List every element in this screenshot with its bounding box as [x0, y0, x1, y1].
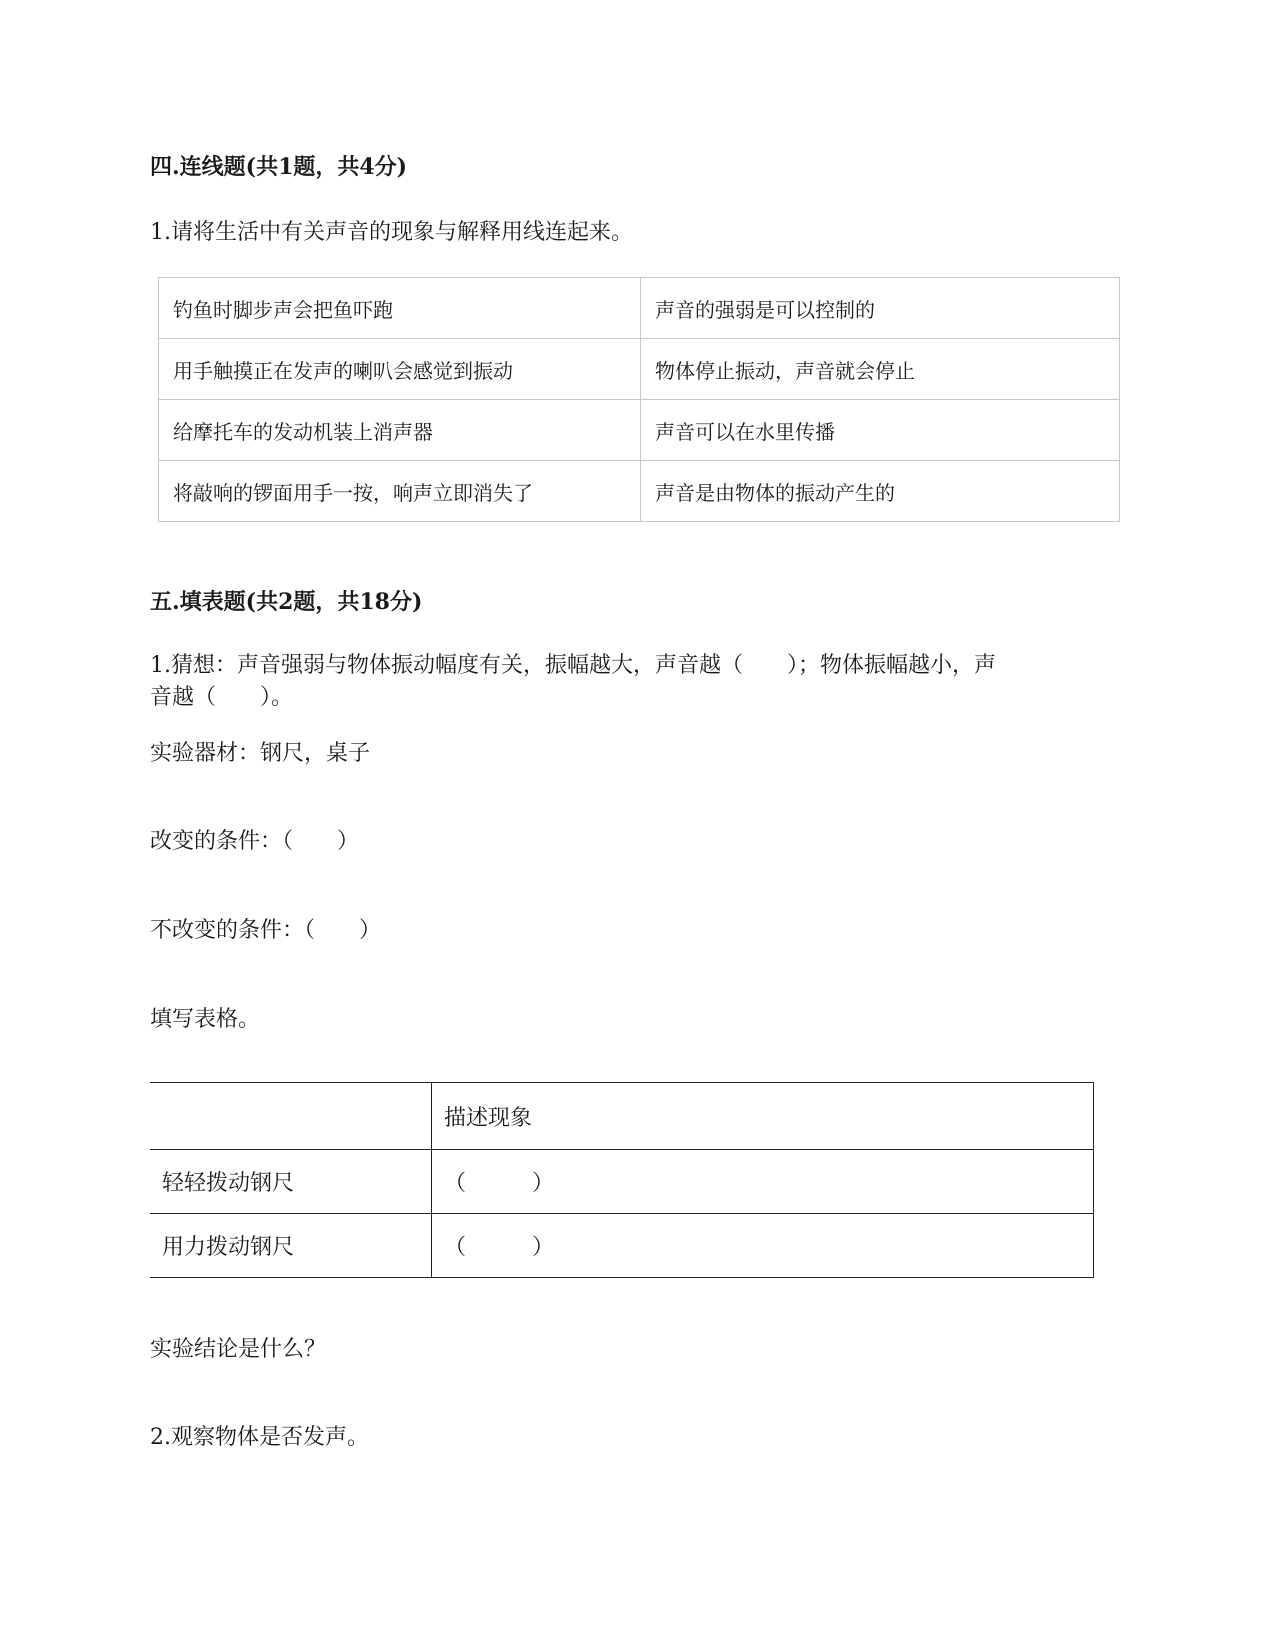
- phenomenon-cell: 钓鱼时脚步声会把鱼吓跑: [159, 278, 641, 339]
- q1-line2: 音越（ ）。: [150, 685, 294, 710]
- phenomenon-cell: 用手触摸正在发声的喇叭会感觉到振动: [159, 339, 641, 400]
- unchanged-condition: 不改变的条件：（ ）: [150, 918, 382, 943]
- answer-cell[interactable]: （ ）: [432, 1150, 1094, 1214]
- explanation-cell: 声音可以在水里传播: [641, 400, 1120, 461]
- explanation-cell: 声音是由物体的振动产生的: [641, 461, 1120, 522]
- table-header-row: [150, 1083, 1094, 1150]
- explanation-cell: 声音的强弱是可以控制的: [641, 278, 1120, 339]
- table-row: [150, 1150, 1094, 1214]
- table-row: [159, 461, 1120, 522]
- table-row: [159, 400, 1120, 461]
- fill-instruction: 填写表格。: [150, 1007, 261, 1032]
- matching-table: [158, 277, 1120, 522]
- explanation-cell: 物体停止振动，声音就会停止: [641, 339, 1120, 400]
- changed-condition: 改变的条件：（ ）: [150, 829, 360, 854]
- table-row: [159, 278, 1120, 339]
- section4-heading: 四.连线题(共1题，共4分): [150, 154, 408, 180]
- header-blank-cell: [150, 1083, 432, 1150]
- q2-text: 2.观察物体是否发声。: [150, 1425, 369, 1450]
- phenomenon-cell: 给摩托车的发动机装上消声器: [159, 400, 641, 461]
- observation-table: [150, 1082, 1094, 1278]
- answer-cell[interactable]: （ ）: [432, 1214, 1094, 1278]
- header-describe-cell: 描述现象: [432, 1083, 1094, 1150]
- action-cell: 用力拨动钢尺: [150, 1214, 432, 1278]
- action-cell: 轻轻拨动钢尺: [150, 1150, 432, 1214]
- table-row: [150, 1214, 1094, 1278]
- conclusion-question: 实验结论是什么？: [150, 1337, 327, 1362]
- phenomenon-cell: 将敲响的锣面用手一按，响声立即消失了: [159, 461, 641, 522]
- section4-question: 1.请将生活中有关声音的现象与解释用线连起来。: [150, 220, 633, 245]
- table-row: [159, 339, 1120, 400]
- materials-line: 实验器材：钢尺，桌子: [150, 741, 371, 766]
- section5-heading: 五.填表题(共2题，共18分): [150, 589, 423, 615]
- q1-line1: 1.猜想：声音强弱与物体振动幅度有关，振幅越大，声音越（ ）；物体振幅越小，声: [150, 653, 996, 678]
